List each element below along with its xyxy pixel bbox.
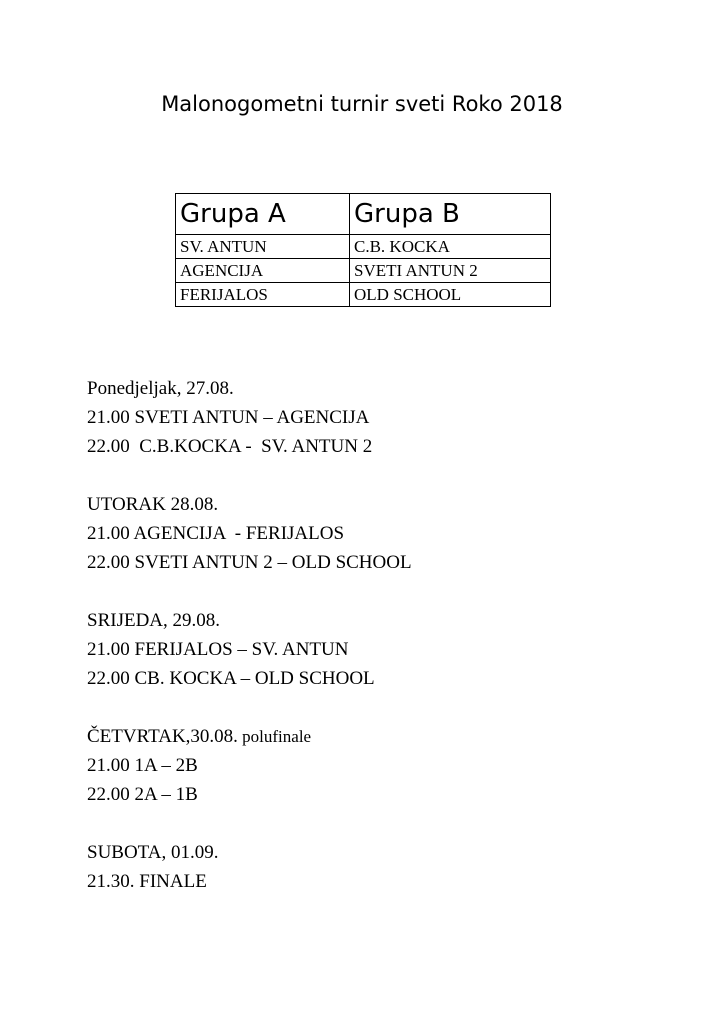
match-line: 21.00 1A – 2B xyxy=(87,755,198,776)
day-heading-suffix: polufinale xyxy=(237,727,312,746)
day-heading-text: SRIJEDA, 29.08. xyxy=(87,610,221,631)
group-a-team: AGENCIJA xyxy=(176,259,350,283)
day-heading xyxy=(87,722,687,751)
day-heading xyxy=(87,374,687,403)
group-b-team: C.B. KOCKA xyxy=(350,235,551,259)
day-heading-text: UTORAK 28.08. xyxy=(87,494,219,515)
group-b-header: Grupa B xyxy=(350,194,551,235)
match-line: 22.00 C.B.KOCKA - SV. ANTUN 2 xyxy=(87,436,373,457)
group-a-team: SV. ANTUN xyxy=(176,235,350,259)
match-line: 22.00 SVETI ANTUN 2 – OLD SCHOOL xyxy=(87,552,412,573)
table-row xyxy=(176,235,551,259)
match-line: 21.00 SVETI ANTUN – AGENCIJA xyxy=(87,407,370,428)
schedule-day xyxy=(87,490,687,577)
group-a-team: FERIJALOS xyxy=(176,283,350,307)
match-line: 21.00 AGENCIJA - FERIJALOS xyxy=(87,523,345,544)
groups-table xyxy=(175,193,551,307)
schedule-day xyxy=(87,722,687,809)
match-line: 22.00 2A – 1B xyxy=(87,784,198,805)
table-row xyxy=(176,283,551,307)
table-row xyxy=(176,259,551,283)
day-heading-text: SUBOTA, 01.09. xyxy=(87,842,219,863)
group-a-header: Grupa A xyxy=(176,194,350,235)
match-schedule xyxy=(87,374,687,925)
day-heading-text: ČETVRTAK,30.08. xyxy=(87,726,238,747)
match-line: 21.30. FINALE xyxy=(87,871,207,892)
schedule-day xyxy=(87,606,687,693)
match-line: 21.00 FERIJALOS – SV. ANTUN xyxy=(87,639,349,660)
page-title: Malonogometni turnir sveti Roko 2018 xyxy=(161,92,563,116)
day-heading xyxy=(87,490,687,519)
match-line: 22.00 CB. KOCKA – OLD SCHOOL xyxy=(87,668,375,689)
group-b-team: SVETI ANTUN 2 xyxy=(350,259,551,283)
schedule-day xyxy=(87,374,687,461)
table-header-row xyxy=(176,194,551,235)
day-heading xyxy=(87,838,687,867)
schedule-day xyxy=(87,838,687,896)
day-heading xyxy=(87,606,687,635)
day-heading-text: Ponedjeljak, 27.08. xyxy=(87,378,234,399)
group-b-team: OLD SCHOOL xyxy=(350,283,551,307)
